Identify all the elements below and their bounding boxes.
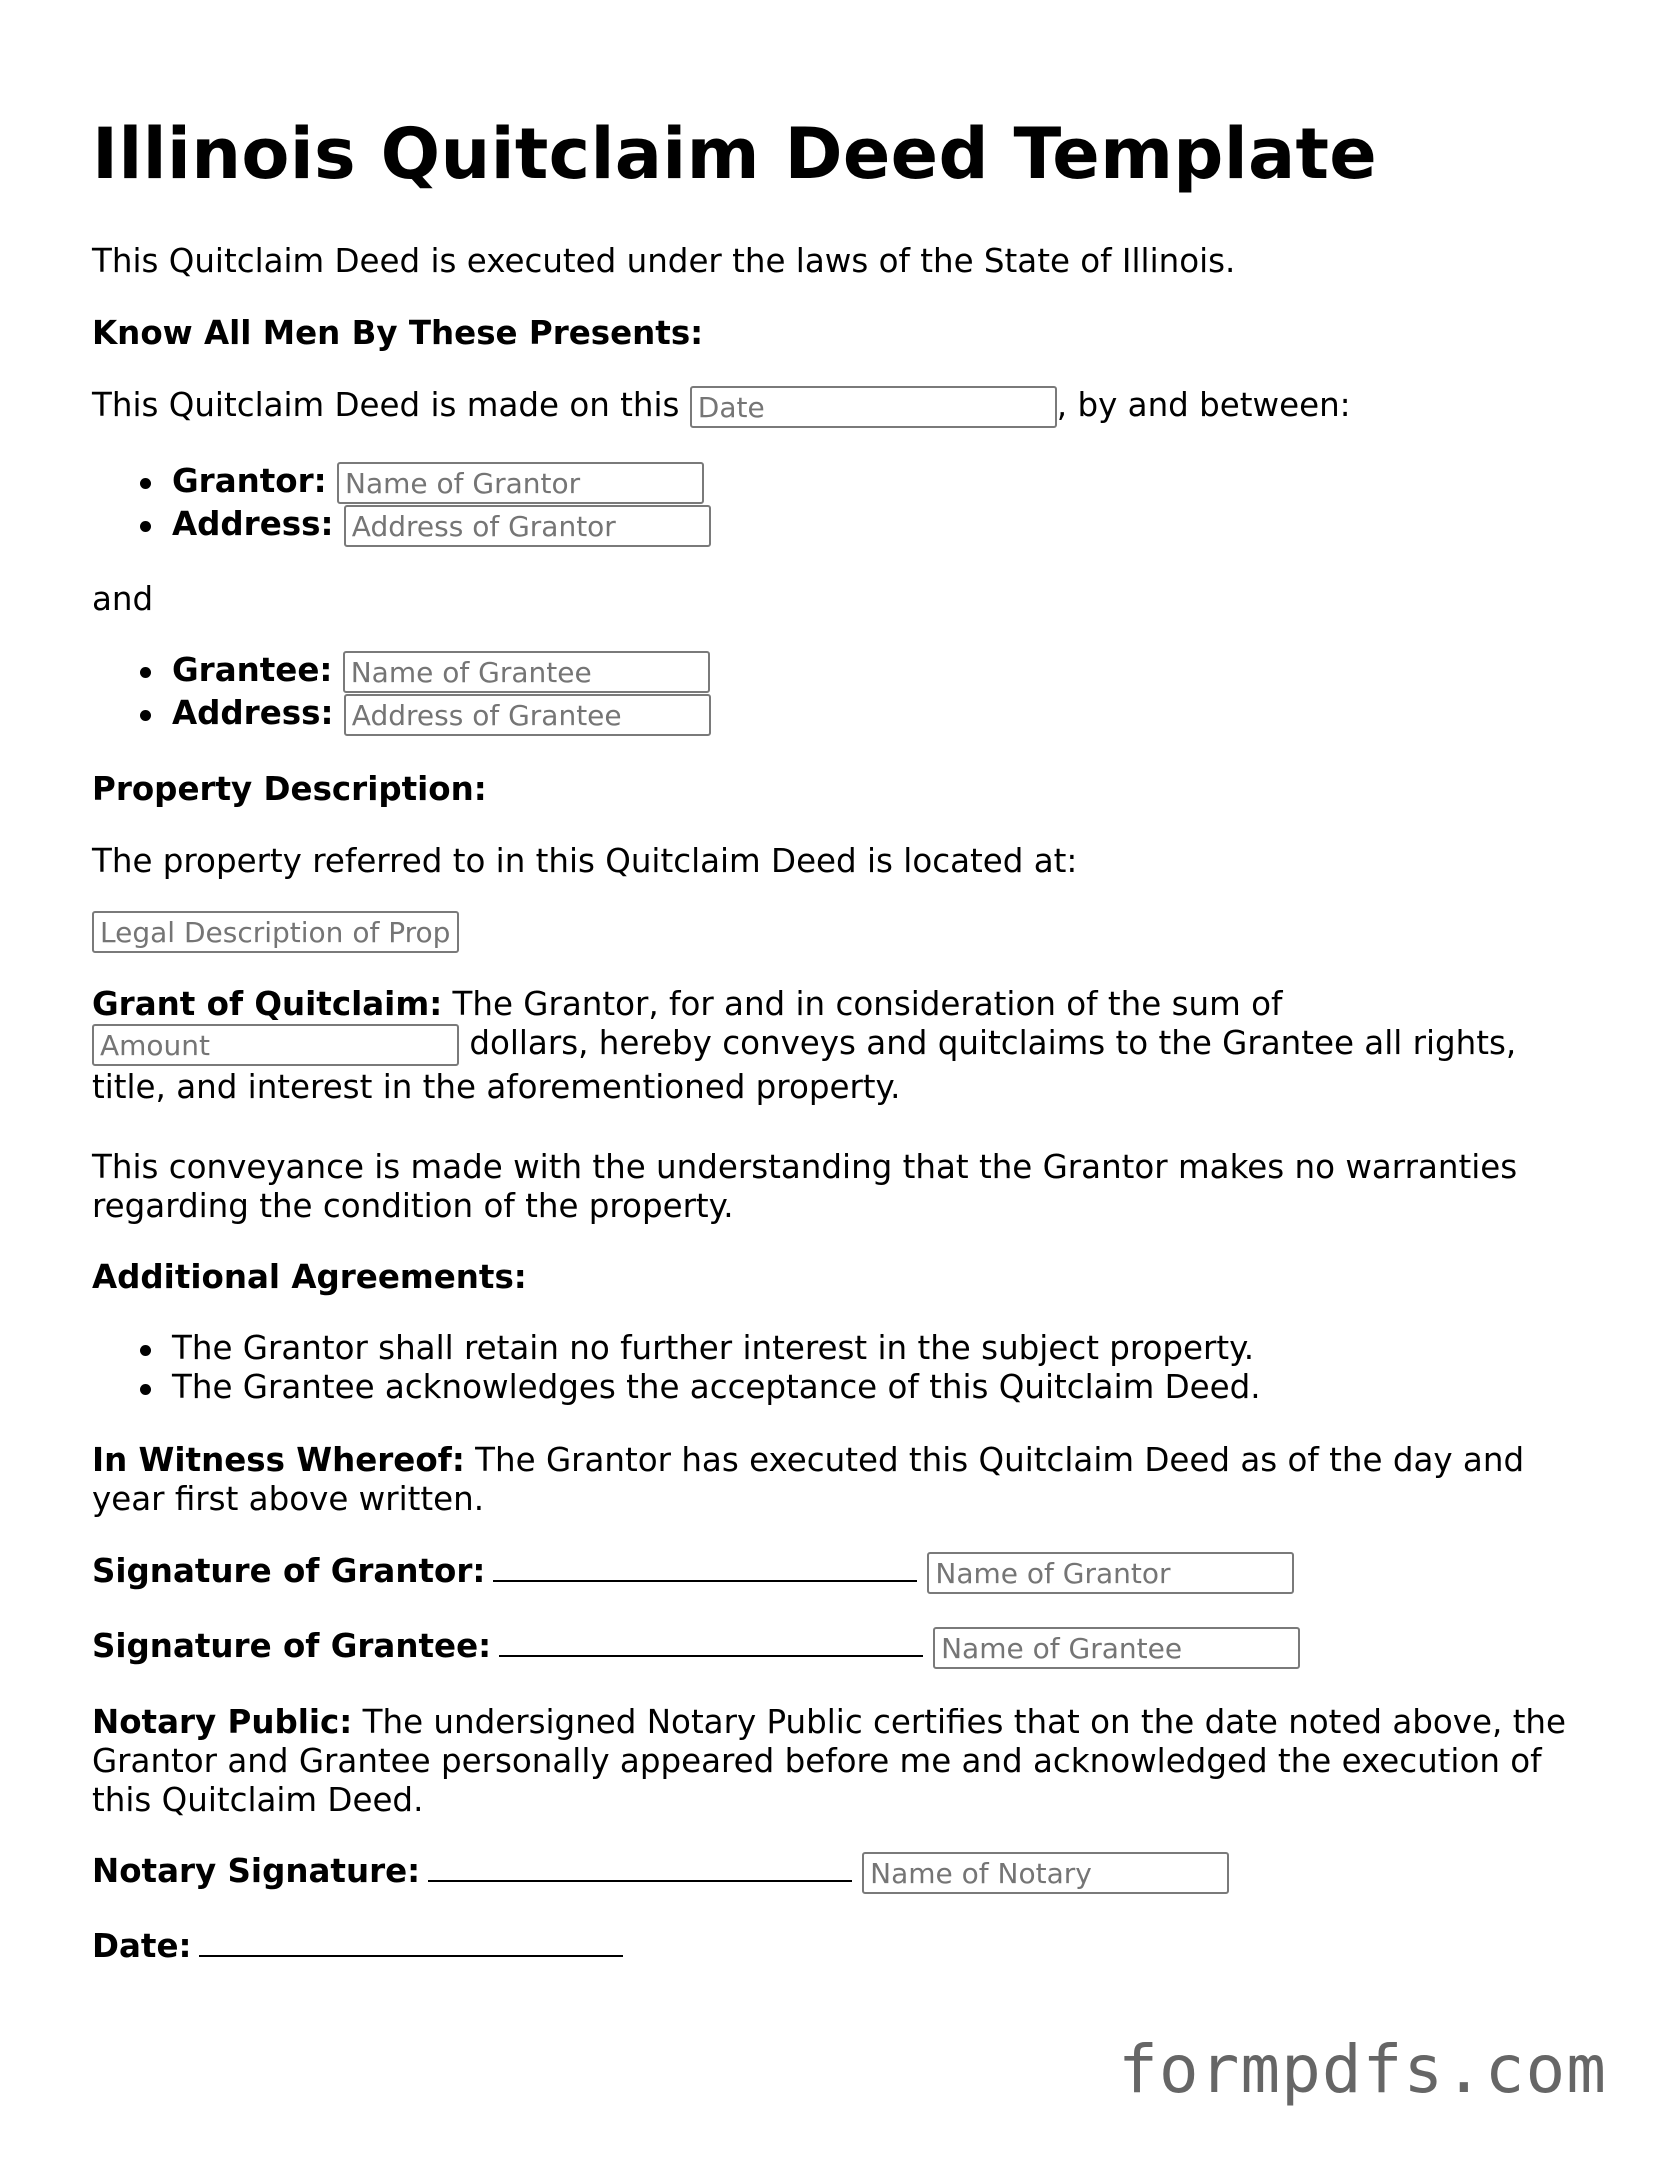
grantee-list: [92, 651, 711, 737]
grant-text-1: The Grantor, for and in consideration of the sum of: [452, 985, 1283, 1023]
amount-field[interactable]: [92, 1024, 459, 1066]
conveyance-line-2: regarding the condition of the property.: [92, 1187, 734, 1225]
grantee-address-field[interactable]: [344, 694, 711, 736]
date-label: Date:: [92, 1927, 192, 1965]
intro-text: This Quitclaim Deed is executed under the laws of the State of Illinois.: [92, 242, 1236, 280]
grantor-signature-row: [92, 1552, 1294, 1594]
grant-text-2: dollars, hereby conveys and quitclaims to the Grantee all rights,: [469, 1024, 1517, 1062]
grant-label: Grant of Quitclaim:: [92, 985, 443, 1023]
grantee-signature-name-field[interactable]: [933, 1627, 1300, 1669]
date-field[interactable]: [690, 386, 1057, 428]
and-text: and: [92, 580, 154, 618]
notary-signature-row: [92, 1852, 1229, 1894]
grantee-signature-label: Signature of Grantee:: [92, 1627, 492, 1665]
witness-line-2: year first above written.: [92, 1480, 485, 1518]
grantee-name-field[interactable]: [343, 651, 710, 693]
additional-heading: Additional Agreements:: [92, 1258, 527, 1296]
notary-line-2: Grantor and Grantee personally appeared before me and acknowledged the execution of: [92, 1742, 1542, 1780]
date-row: [92, 1927, 633, 1966]
watermark-text: formpdfs.com: [1118, 2031, 1607, 2108]
witness-label: In Witness Whereof:: [92, 1441, 465, 1479]
grantor-list: [92, 462, 711, 548]
property-field-row: [92, 911, 459, 953]
notary-paragraph: [92, 1703, 1566, 1820]
grantee-signature-line: [499, 1627, 923, 1657]
grantor-signature-name-field[interactable]: [927, 1552, 1294, 1594]
conveyance-paragraph: [92, 1148, 1517, 1226]
grantor-signature-line: [493, 1552, 917, 1582]
made-on-text: This Quitclaim Deed is made on this: [92, 386, 680, 424]
additional-item-1: The Grantor shall retain no further interest in the subject property.: [92, 1329, 1261, 1368]
grantor-name-item: [92, 462, 711, 505]
grantee-signature-row: [92, 1627, 1300, 1669]
notary-label: Notary Public:: [92, 1703, 353, 1741]
grantor-address-field[interactable]: [344, 505, 711, 547]
date-line: [199, 1927, 623, 1957]
property-description-field[interactable]: [92, 911, 459, 953]
notary-signature-label: Notary Signature:: [92, 1852, 421, 1890]
grantee-name-label: Grantee:: [172, 651, 333, 689]
additional-list: [92, 1329, 1261, 1407]
made-on-after-text: , by and between:: [1056, 386, 1351, 424]
grantee-address-label: Address:: [172, 694, 334, 732]
grant-paragraph: [92, 985, 1516, 1107]
grant-text-3: title, and interest in the aforementioned property.: [92, 1068, 901, 1106]
grantor-name-label: Grantor:: [172, 462, 327, 500]
know-all-heading: Know All Men By These Presents:: [92, 314, 704, 352]
grantor-signature-label: Signature of Grantor:: [92, 1552, 486, 1590]
property-text: The property referred to in this Quitclaim Deed is located at:: [92, 842, 1078, 880]
made-on-line: [92, 386, 1351, 428]
grantee-address-item: [92, 694, 711, 737]
notary-name-field[interactable]: [862, 1852, 1229, 1894]
conveyance-line-1: This conveyance is made with the understanding that the Grantor makes no warranties: [92, 1148, 1518, 1186]
notary-line-3: this Quitclaim Deed.: [92, 1781, 424, 1819]
witness-line-1: The Grantor has executed this Quitclaim Deed as of the day and: [475, 1441, 1525, 1479]
grantee-name-item: [92, 651, 711, 694]
property-heading: Property Description:: [92, 770, 487, 808]
notary-line-1: The undersigned Notary Public certifies that on the date noted above, the: [362, 1703, 1567, 1741]
grantor-name-field[interactable]: [337, 462, 704, 504]
page-title: Illinois Quitclaim Deed Template: [92, 113, 1378, 195]
witness-paragraph: [92, 1441, 1524, 1519]
grantor-address-item: [92, 505, 711, 548]
grantor-address-label: Address:: [172, 505, 334, 543]
notary-signature-line: [428, 1852, 852, 1882]
additional-item-2: The Grantee acknowledges the acceptance of this Quitclaim Deed.: [92, 1368, 1261, 1407]
